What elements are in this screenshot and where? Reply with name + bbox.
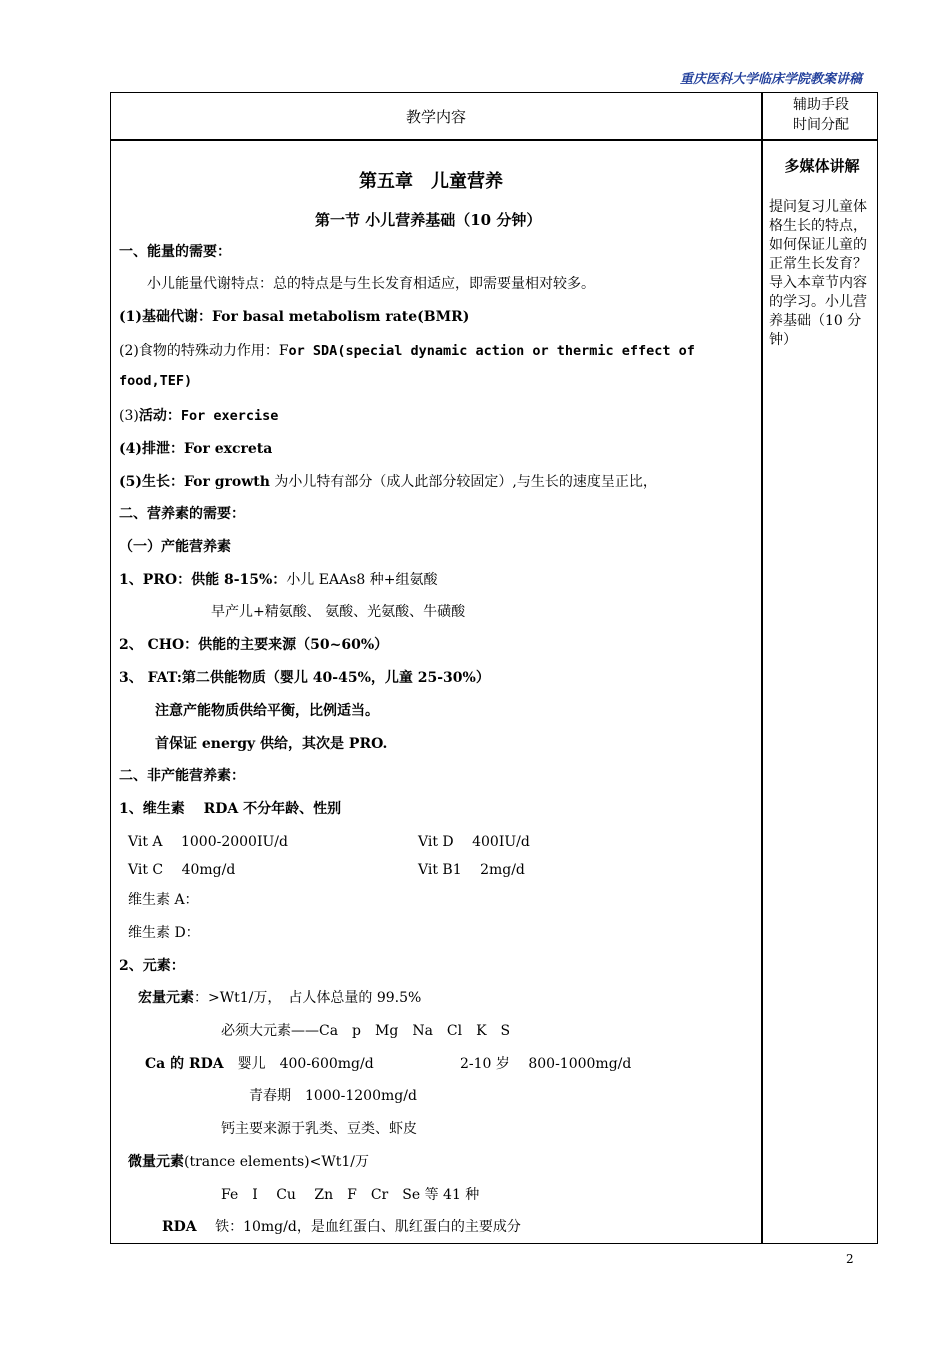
line-ca-rda (145, 1053, 374, 1073)
line-macro (138, 987, 421, 1007)
fe-rda-label: RDA (162, 1219, 197, 1235)
column-header-aids (763, 93, 879, 139)
vitamin-a-label: 维生素 A： (128, 892, 199, 908)
bmr-label: (1)基础代谢： (119, 309, 212, 325)
section-title: 第一节 小儿营养基础（10 分钟） (315, 211, 542, 229)
ca-rda-label: Ca 的 RDA (145, 1056, 224, 1072)
line-excreta: (4)排泄：For excreta (119, 441, 273, 457)
growth-label: (5)生长：For growth (119, 474, 270, 490)
ca-child: 2-10 岁 800-1000mg/d (460, 1056, 632, 1072)
line-fat: 3、 FAT:第二供能物质（婴儿 40-45%，儿童 25-30%） (119, 670, 490, 686)
header-divider (111, 139, 877, 141)
micro-label: 微量元素 (128, 1154, 184, 1170)
micro-list: Fe I Cu Zn F Cr Se 等 41 种 (221, 1187, 480, 1203)
sda-text-cont: food,TEF) (119, 373, 193, 389)
aids-label: 辅助手段 (793, 97, 849, 113)
macro-label: 宏量元素 (138, 990, 194, 1006)
header-title: 重庆医科大学临床学院教案讲稿 (679, 72, 862, 87)
fe-rda-text: 铁：10mg/d，是血红蛋白、肌红蛋白的主要成分 (196, 1219, 521, 1235)
exercise-label: 活动： (138, 408, 181, 424)
ca-infant: 婴儿 400-600mg/d (223, 1056, 374, 1072)
aids-column (769, 145, 875, 350)
ca-adolescent: 青春期 1000-1200mg/d (249, 1088, 417, 1104)
lesson-table (110, 92, 878, 1244)
heading-nutrients: 二、营养素的需要： (119, 506, 245, 522)
time-label: 时间分配 (793, 117, 849, 133)
heading-energy: 一、能量的需要： (119, 244, 231, 260)
line-bmr (119, 306, 469, 326)
bmr-text: For basal metabolism rate(BMR) (212, 309, 470, 325)
pro-label: 1、PRO：供能 8-15%： (119, 572, 287, 588)
page-number: 2 (846, 1252, 854, 1266)
aids-text: 提问复习儿童体格生长的特点，如何保证儿童的正常生长发育？导入本章节内容的学习。小儿营养基础（10 分钟） (769, 199, 867, 348)
line-sda (119, 340, 695, 360)
vit-d: Vit D 400IU/d (418, 834, 530, 850)
growth-text: 为小儿特有部分（成人此部分较固定）,与生长的速度呈正比， (269, 474, 657, 490)
macro-text: ：>Wt1/万， 占人体总量的 99.5% (194, 990, 422, 1006)
column-header-content: 教学内容 (405, 107, 466, 126)
exercise-text: For exercise (180, 408, 279, 424)
line-growth (119, 471, 657, 491)
line-exercise (119, 405, 278, 425)
column-divider (761, 93, 763, 1243)
exercise-num: (3) (119, 408, 139, 424)
vit-a: Vit A 1000-2000IU/d (128, 834, 288, 850)
sda-label: (2)食物的特殊动力作用：F (119, 343, 289, 359)
sda-text: or SDA(special dynamic action or thermic effect of (288, 343, 695, 359)
chapter-title: 第五章 儿童营养 (359, 171, 503, 192)
micro-text: (trance elements)<Wt1/万 (184, 1154, 369, 1170)
line-fe-rda (162, 1216, 521, 1236)
energy-text: 小儿能量代谢特点：总的特点是与生长发育相适应，即需要量相对较多。 (119, 276, 595, 292)
line-micro (128, 1151, 369, 1171)
multimedia-title: 多媒体讲解 (784, 157, 860, 175)
pro-text: 小儿 EAAs8 种+组氨酸 (286, 572, 438, 588)
vit-b1: Vit B1 2mg/d (418, 862, 525, 878)
line-cho: 2、 CHO：供能的主要来源（50~60%） (119, 637, 389, 653)
heading-elements: 2、元素： (119, 958, 185, 974)
ca-sources: 钙主要来源于乳类、豆类、虾皮 (221, 1121, 417, 1137)
heading-energy-nutrients: （一）产能营养素 (119, 539, 231, 555)
note-balance: 注意产能物质供给平衡，比例适当。 (155, 703, 379, 719)
heading-vitamins: 1、维生素 RDA 不分年龄、性别 (119, 801, 342, 817)
heading-non-energy: 二、非产能营养素： (119, 768, 245, 784)
line-pro (119, 569, 437, 589)
line-preterm: 早产儿+精氨酸、 氨酸、光氨酸、牛磺酸 (211, 604, 466, 620)
note-energy: 首保证 energy 供给，其次是 PRO. (155, 736, 388, 752)
macro-list: 必须大元素——Ca p Mg Na Cl K S (221, 1023, 511, 1039)
vitamin-d-label: 维生素 D： (128, 925, 200, 941)
vit-c: Vit C 40mg/d (128, 862, 236, 878)
